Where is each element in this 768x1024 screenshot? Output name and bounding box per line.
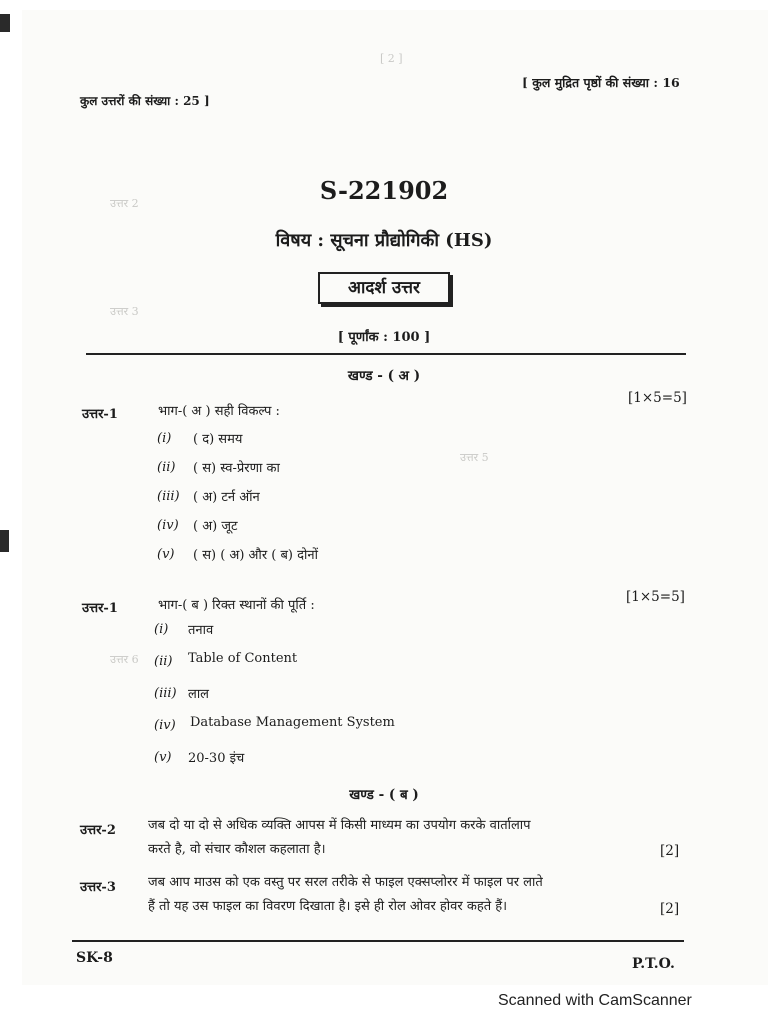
option-number: (ii) xyxy=(157,460,176,475)
bleed-through-mark: उत्तर 5 xyxy=(460,451,489,464)
max-marks: [ पूर्णांक : 100 ] xyxy=(337,330,431,345)
option-answer: तनाव xyxy=(188,623,214,638)
option-number: (i) xyxy=(154,622,169,637)
page-code: SK-8 xyxy=(76,950,113,966)
option-number: (iv) xyxy=(154,718,176,733)
option-number: (ii) xyxy=(154,654,173,669)
part-a-marks: [1×5=5] xyxy=(628,390,687,406)
bleed-through-mark: उत्तर 6 xyxy=(110,653,139,666)
bleed-through-mark: उत्तर 2 xyxy=(110,197,139,210)
option-number: (i) xyxy=(157,431,172,446)
answer-marks: [2] xyxy=(660,901,680,917)
answer-marks: [2] xyxy=(660,843,680,859)
question-label: उत्तर-3 xyxy=(80,880,116,895)
option-number: (v) xyxy=(154,750,172,765)
answer-line: करते है, वो संचार कौशल कहलाता है। xyxy=(148,842,326,857)
option-answer: ( स) स्व-प्रेरणा का xyxy=(193,461,280,476)
answer-text xyxy=(148,814,531,862)
model-answer-title: आदर्श उत्तर xyxy=(318,272,450,304)
section-a-heading: खण्ड - ( अ ) xyxy=(347,368,421,384)
answer-line: जब आप माउस को एक वस्तु पर सरल तरीके से फाइल एक्सप्लोरर में फाइल पर लाते xyxy=(148,875,543,890)
answer-line: हैं तो यह उस फाइल का विवरण दिखाता है। इसे ही रोल ओवर होवर कहते हैं। xyxy=(148,899,508,914)
bleed-through-mark: उत्तर 3 xyxy=(110,305,139,318)
option-answer: ( स) ( अ) और ( ब) दोनों xyxy=(193,548,318,563)
part-b-label: भाग-( ब ) रिक्त स्थानों की पूर्ति : xyxy=(158,598,315,613)
option-answer: ( अ) जूट xyxy=(193,519,238,534)
paper-code: S-221902 xyxy=(319,176,449,205)
scanner-watermark: Scanned with CamScanner xyxy=(498,992,692,1009)
total-pages-count: [ कुल मुद्रित पृष्ठों की संख्या : 16 xyxy=(522,75,680,90)
option-number: (v) xyxy=(157,547,175,562)
question-label: उत्तर-1 xyxy=(82,601,118,616)
answer-line: जब दो या दो से अधिक व्यक्ति आपस में किसी माध्यम का उपयोग करके वार्तालाप xyxy=(148,818,531,833)
option-answer: ( द) समय xyxy=(193,432,243,447)
option-answer: ( अ) टर्न ऑन xyxy=(193,490,260,505)
question-label: उत्तर-1 xyxy=(82,407,118,422)
scan-edge-mark-middle xyxy=(0,530,9,552)
scan-edge-mark-top xyxy=(0,14,10,32)
question-label: उत्तर-2 xyxy=(80,823,116,838)
subject-title: विषय : सूचना प्रौद्योगिकी (HS) xyxy=(275,230,493,251)
option-answer: 20-30 इंच xyxy=(188,751,245,766)
option-answer: लाल xyxy=(188,687,209,702)
total-answers-count: कुल उत्तरों की संख्या : 25 ] xyxy=(80,94,210,108)
footer-divider xyxy=(72,940,684,942)
option-answer: Table of Content xyxy=(188,651,298,666)
option-number: (iii) xyxy=(157,489,180,504)
header-divider xyxy=(86,353,686,355)
section-b-heading: खण्ड - ( ब ) xyxy=(349,787,419,803)
bleed-through-mark: [ 2 ] xyxy=(380,52,403,65)
option-answer: Database Management System xyxy=(190,715,395,730)
part-b-marks: [1×5=5] xyxy=(626,589,685,605)
answer-text xyxy=(148,871,543,919)
option-number: (iii) xyxy=(154,686,177,701)
pto-mark: P.T.O. xyxy=(632,956,675,972)
option-number: (iv) xyxy=(157,518,179,533)
part-a-label: भाग-( अ ) सही विकल्प : xyxy=(158,404,280,419)
